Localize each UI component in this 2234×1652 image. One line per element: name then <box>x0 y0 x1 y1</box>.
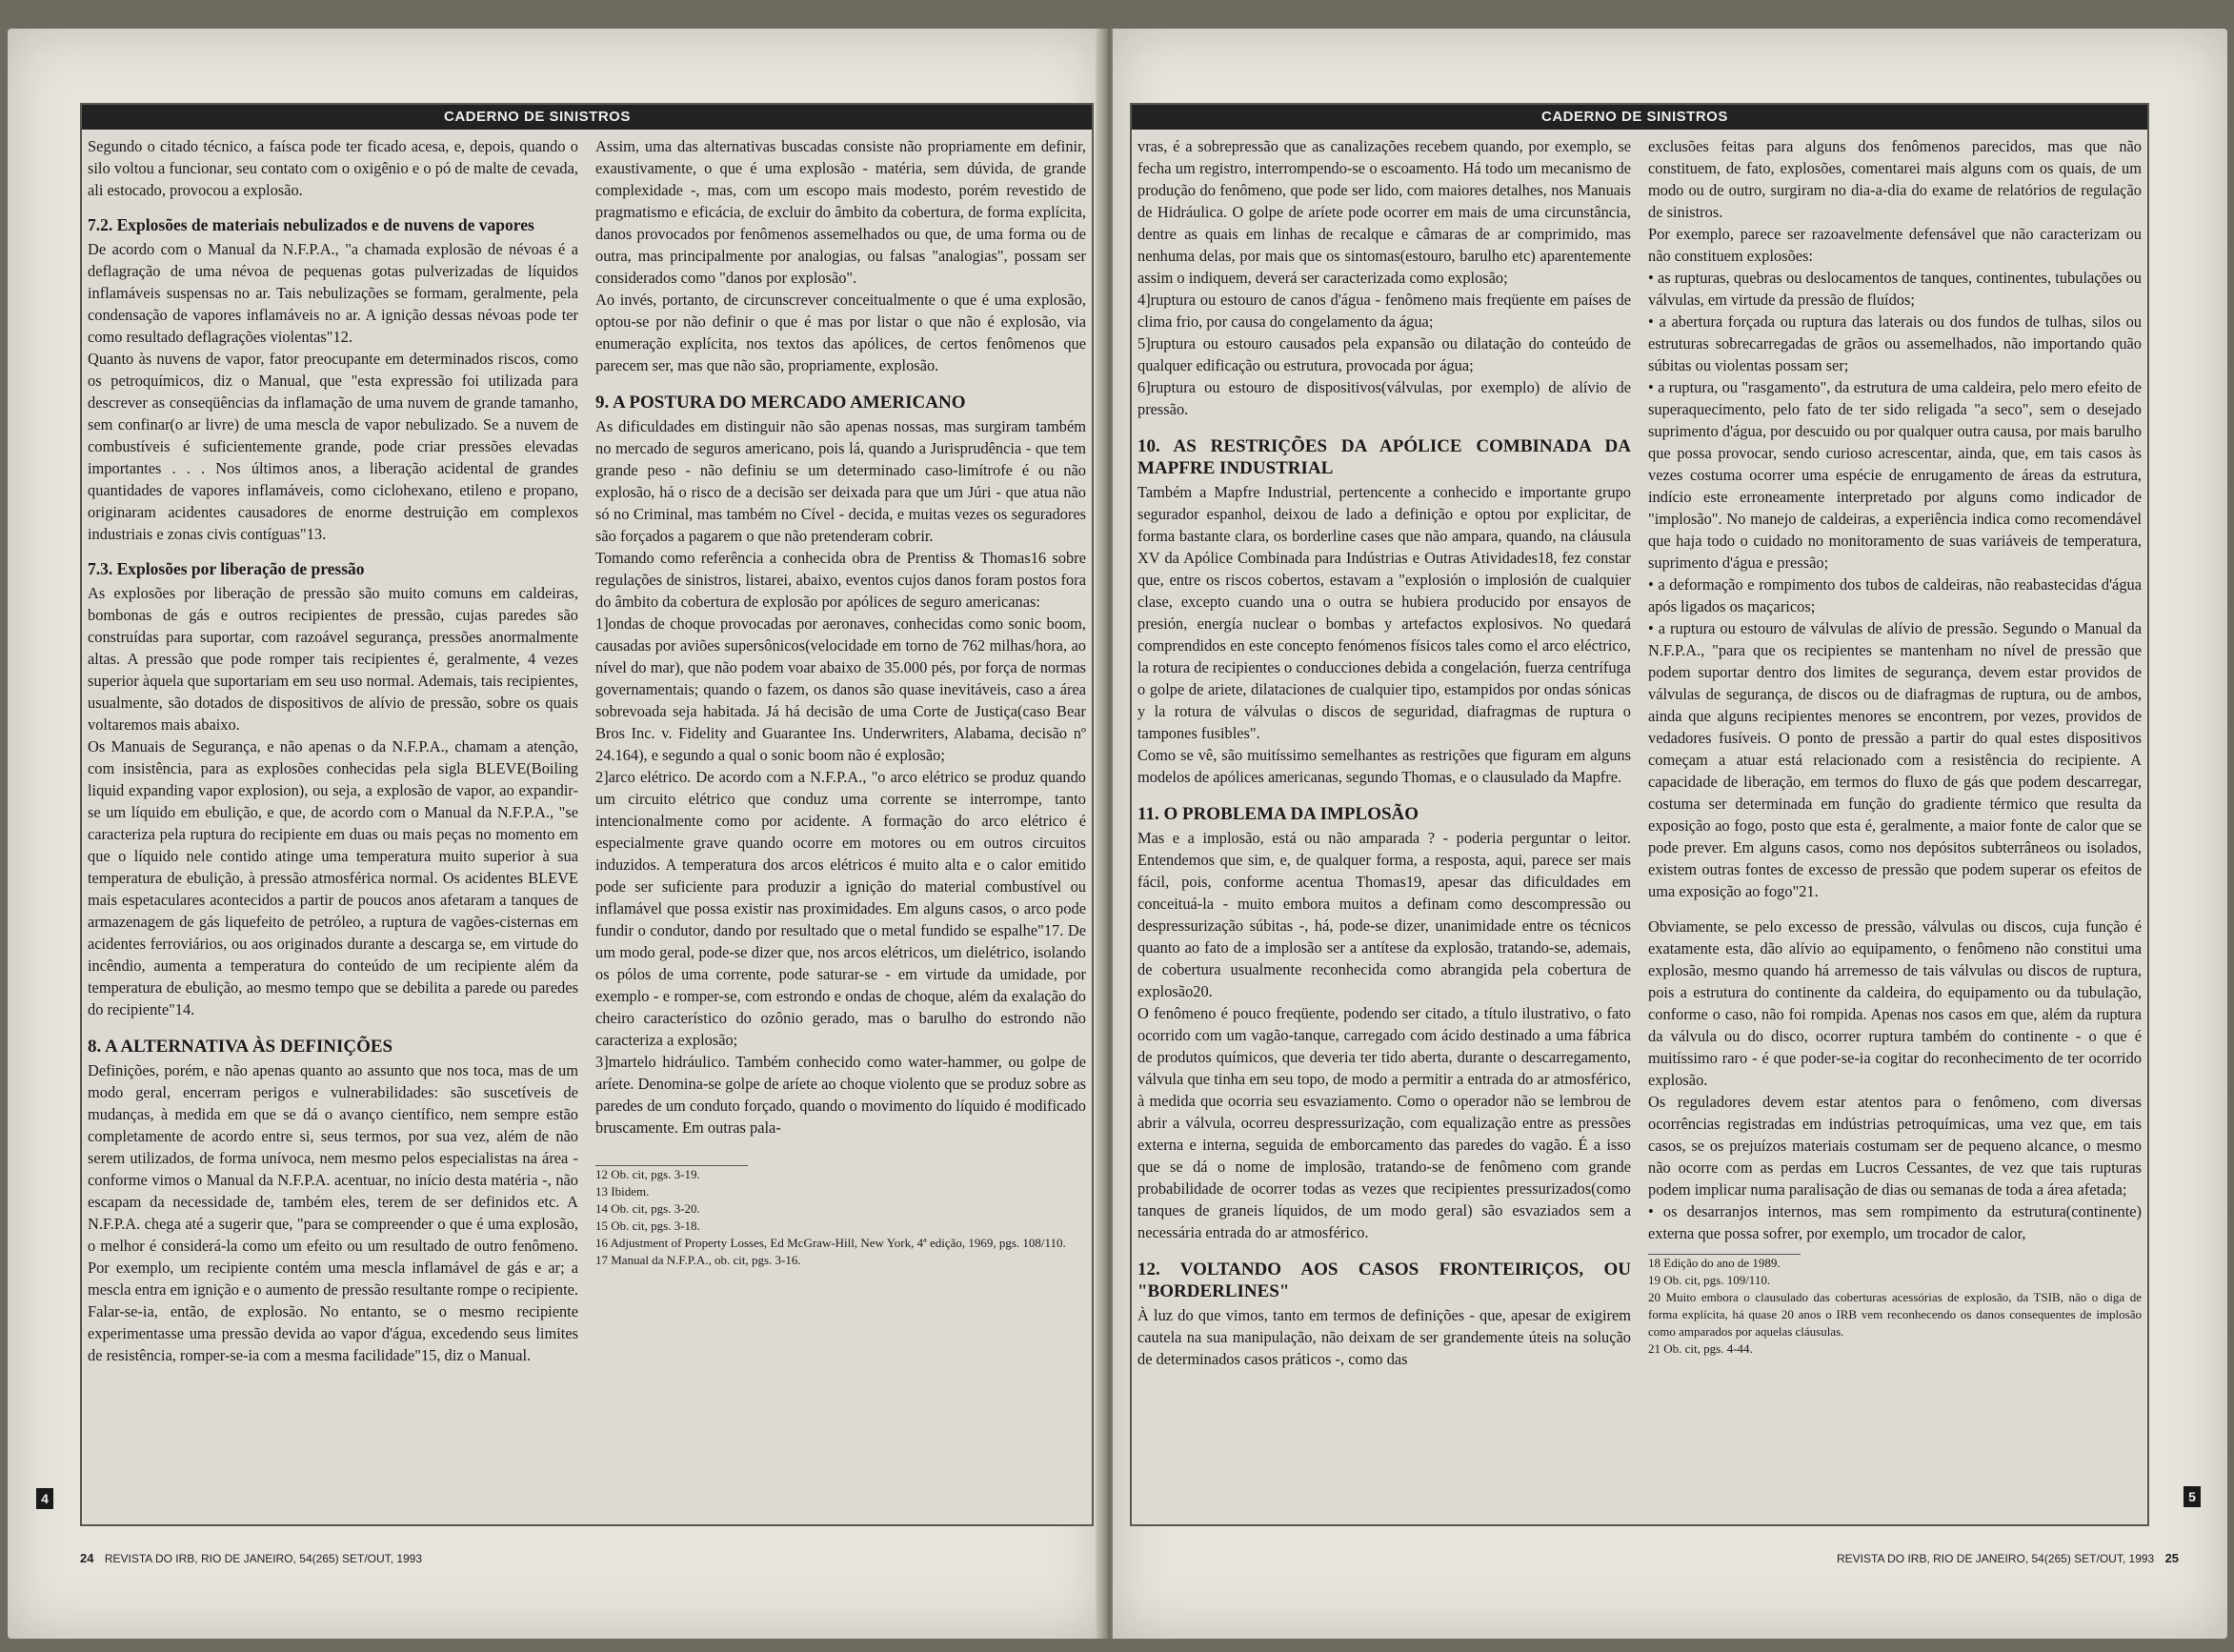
footnote: 14 Ob. cit, pgs. 3-20. <box>595 1201 700 1216</box>
list-item: • as rupturas, quebras ou deslocamentos de tanques, continentes, tubulações ou válvulas, em virtude da pressão de fluídos; <box>1648 269 2142 309</box>
section-header <box>1132 105 2147 130</box>
page-tab-number: 4 <box>36 1488 53 1509</box>
paragraph: Quanto às nuvens de vapor, fator preocupante em determinados riscos, como os petroquímicos, diz o Manual, que "esta expressão foi utilizada para descrever as conseqüências da inflamação de uma nuvem de grande tamanho, sem confinar(o ar livre) de uma mescla de vapor nebulizado. Se a nuvem de combustíveis é suficientemente grande, pode criar pressões elevadas importantes . . . Nos últimos anos, a liberação acidental de grandes quantidades de vapores inflamáveis, como ciclohexano, etileno e propano, originaram acidentes causadores de enorme destruição em complexos industriais e zonas civis contíguas"13. <box>88 350 578 543</box>
right-content-frame <box>1130 103 2149 1526</box>
paragraph: exclusões feitas para alguns dos fenômenos parecidos, mas que não constituem, de fato, explosões, comentarei mais alguns com os quais, de um modo ou de outro, surgiram no dia-a-dia do exame de relatórios de regulação de sinistros. <box>1648 137 2142 221</box>
section-heading: 12. VOLTANDO AOS CASOS FRONTEIRIÇOS, OU "BORDERLINES" <box>1137 1259 1631 1301</box>
list-item: • a ruptura, ou "rasgamento", da estrutura de uma caldeira, pelo mero efeito de superaquecimento, pelo fato de ter sido religada "a seco", sem o desejado suprimento d'água, por descuido ou por qualquer outra causa, por mais barulho que possa provocar, sendo curioso acrescentar, ainda, que, em tais casos às vezes costuma ocorrer uma espécie de enrugamento de áreas da estrutura, indício este erroneamente interpretado por alguns como indicador de "implosão". No manejo de caldeiras, a experiência indica como recomendável que haja todo o cuidado no monitoramento de suas variáveis de temperatura, suprimento d'água e pressão; <box>1648 378 2142 572</box>
left-content-frame <box>80 103 1094 1526</box>
right-column-1 <box>1137 135 1631 1517</box>
page-footer <box>80 1551 422 1565</box>
list-item: 1]ondas de choque provocadas por aeronaves, conhecidas como sonic boom, causadas por aviões supersônicos(velocidade em torno de 762 milhas/hora, ao nível do mar), que não podem voar abaixo de 35.000 pés, por força de normas governamentais; quando o fazem, os danos são quase inevitáveis, caso a área sobrevoada seja habitada. Já há decisão de uma Corte de Justiça(caso Bear Bros Inc. v. Fidelity and Guarantee Ins. Underwriters, Alabama, decisão nº 24.164), e segundo a qual o sonic boom não é explosão; <box>595 614 1086 764</box>
list-item: • a deformação e rompimento dos tubos de caldeiras, não reabastecidas d'água após ligados os maçaricos; <box>1648 575 2142 615</box>
paragraph: Como se vê, são muitíssimo semelhantes as restrições que figuram em alguns modelos de apólices americanas, segundo Thomas, e o clausulado da Mapfre. <box>1137 746 1631 786</box>
paragraph: À luz do que vimos, tanto em termos de definições - que, apesar de exigirem cautela na sua manipulação, não deixam de ser grandemente úteis na solução de determinados casos práticos -, como das <box>1137 1306 1631 1368</box>
paragraph: As explosões por liberação de pressão são muito comuns em caldeiras, bombonas de gás e outros recipientes de pressão, cujas paredes são construídas para suportar, com razoável segurança, pressões anormalmente altas. A pressão que pode romper tais recipientes é, geralmente, 4 vezes superior àquela que suportariam em seu uso normal. Ademais, tais recipientes, usualmente, são dotados de dispositivos de alívio de pressão, sobre os quais voltaremos mais abaixo. <box>88 584 578 734</box>
paragraph: Tomando como referência a conhecida obra de Prentiss & Thomas16 sobre regulações de sinistros, listarei, abaixo, eventos cujos danos foram postos fora do âmbito da cobertura de explosão por apólices de seguro americanas: <box>595 549 1086 611</box>
paragraph: Mas e a implosão, está ou não amparada ? - poderia perguntar o leitor. Entendemos que sim, e, de qualquer forma, a resposta, aqui, parece ser mais fácil, pois, conforme acentua Thomas19, apesar das dificuldades em conceituá-la - muito embora muitos a definam como descompressão ou despressurização súbitas -, há, pode-se dizer, unanimidade entre os técnicos quanto ao fato de a implosão ser a antítese da explosão, tratando-se, ademais, de cobertura usualmente reconhecida como abrangida pela cobertura de explosão20. <box>1137 829 1631 1000</box>
paragraph: vras, é a sobrepressão que as canalizações recebem quando, por exemplo, se fecha um registro, interrompendo-se o escoamento. Há todo um mecanismo de produção do fenômeno, que pode ser lido, com maiores detalhes, nos Manuais de Hidráulica. O golpe de aríete pode ocorrer em mais de uma circunstância, dentre as quais em linhas de recalque e câmaras de ar comprimido, mas nenhuma delas, por mais que os sintomas(estouro, barulho etc) aparentemente assim o indiquem, deverá ser caracterizada como explosão; <box>1137 137 1631 287</box>
list-item: • os desarranjos internos, mas sem rompimento da estrutura(continente) externa que possa sofrer, por exemplo, um trocador de calor, <box>1648 1202 2142 1242</box>
page-tab-number: 5 <box>2184 1486 2201 1507</box>
page-number: 25 <box>2164 1551 2180 1565</box>
section-header-label: CADERNO DE SINISTROS <box>1541 109 1728 125</box>
section-heading: 7.3. Explosões por liberação de pressão <box>88 559 365 578</box>
paragraph: O fenômeno é pouco freqüente, podendo ser citado, a título ilustrativo, o fato ocorrido com um vagão-tanque, carregado com ácido destinado a uma fábrica de produtos químicos, que deveria ter tido aberta, durante o descarregamento, válvula que tinha em seu topo, de modo a permitir a entrada do ar atmosférico, à medida que ocorria seu esvaziamento. Como o operador não se lembrou de abrir a válvula, ocorreu despressurização, com equalização entre as pressões externa e interna, seguida de emborcamento das paredes do vagão. É a isso que se dá o nome de implosão, tratando-se de fenômeno com grande probabilidade de ocorrer todas as vezes que recipientes pressurizados(como tanques de graneis líquidos, de um modo geral) são esvaziados sem a necessária entrada do ar atmosférico. <box>1137 1004 1631 1241</box>
section-heading: 8. A ALTERNATIVA ÀS DEFINIÇÕES <box>88 1037 393 1057</box>
footnote: 21 Ob. cit, pgs. 4-44. <box>1648 1341 1753 1356</box>
paragraph: Também a Mapfre Industrial, pertencente a conhecido e importante grupo segurador espanhol, deixou de lado a definição e optou por explicitar, de forma bastante clara, os borderline cases que não ampara, quando, na cláusula XV da Apólice Combinada para Indústrias e Outras Atividades18, fez constar que, entre os riscos cobertos, estavam a "explosión o implosión de cualquier clase, excepto cuando una o outra se hubiera producido por ensayos de presión, energía nuclear o bombas y artefactos explosivos. No quedará comprendidos en este concepto fenómenos físicos tales como el arco eléctrico, la rotura de recipientes o conducciones debida a congelación, fuerza centrífuga o golpe de ariete, dilataciones de cualquier tipo, estampidos por ondas sónicas y la rotura de válvulas o discos de seguridad, diafragmas de ruptura o tampones fusibles". <box>1137 483 1631 742</box>
page-footer <box>1837 1551 2179 1565</box>
paragraph: As dificuldades em distinguir não são apenas nossas, mas surgiram também no mercado de seguros americano, pois lá, quando a Jurisprudência - que tem grande peso - não definiu se um determinado caso-limítrofe é ou não explosão, há o risco de a decisão ser deixada para que um Júri - que atua não só no Criminal, mas também no Cível - decida, e muitas vezes os seguradores são forçados a pagarem o que não pretenderam cobrir. <box>595 417 1086 545</box>
left-column-2 <box>595 135 1086 1517</box>
paragraph: Assim, uma das alternativas buscadas consiste não propriamente em definir, exaustivamente, o que é uma explosão - matéria, sem dúvida, de grande complexidade -, mas, com um escopo mais modesto, porém revestido de pragmatismo e eficácia, de excluir do âmbito da cobertura, de forma explícita, danos provocados por fenômenos assemelhados ou que, de uma forma ou de outra, mas principalmente por analogias, ou falsas "analogias", possam ser considerados como "danos por explosão". <box>595 137 1086 287</box>
left-column-1 <box>88 135 578 1517</box>
footnote: 20 Muito embora o clausulado das coberturas acessórias de explosão, da TSIB, não o diga de forma explícita, há quase 20 anos o IRB vem reconhecendo os danos consequentes de implosão como amparados por aquelas cláusulas. <box>1648 1290 2142 1339</box>
footer-text: REVISTA DO IRB, RIO DE JANEIRO, 54(265) SET/OUT, 1993 <box>1837 1552 2155 1565</box>
list-item: 6]ruptura ou estouro de dispositivos(válvulas, por exemplo) de alívio de pressão. <box>1137 378 1631 418</box>
footnote: 13 Ibidem. <box>595 1184 650 1199</box>
footnote: 15 Ob. cit, pgs. 3-18. <box>595 1219 700 1233</box>
section-heading: 11. O PROBLEMA DA IMPLOSÃO <box>1137 804 1419 824</box>
paragraph: Ao invés, portanto, de circunscrever conceitualmente o que é uma explosão, optou-se por não definir o que é mas por listar o que não é explosão, via enumeração explícita, nos textos das apólices, de certos fenômenos que parecem ser, mas que não são, propriamente, explosão. <box>595 291 1086 374</box>
right-column-2 <box>1648 135 2142 1517</box>
paragraph: Os reguladores devem estar atentos para o fenômeno, com diversas ocorrências registradas em indústrias petroquímicas, uma vez que, em tais casos, se os prejuízos materiais costumam ser de pequeno alcance, o mesmo não ocorre com as perdas em Lucros Cessantes, de vez que tais rupturas podem implicar numa paralisação de dias ou semanas de toda a área afetada; <box>1648 1093 2142 1199</box>
list-item: • a ruptura ou estouro de válvulas de alívio de pressão. Segundo o Manual da N.F.P.A., "para que os recipientes se mantenham no nível de pressão que podem suportar dentro dos limites de segurança, devem estar providos de válvulas de segurança, de discos ou de diafragmas de ruptura, ou de ambos, ainda que alguns recipientes menores se encontrem, por vezes, providos de vedadores fusíveis. O ponto de pressão a partir do qual estes dispositivos começam a atuar está relacionado com a resistência do recipiente. A capacidade de liberação, em termos do fluxo de gás que podem descarregar, costuma ser determinada em função do gradiente térmico que resulta da exposição ao fogo, posto que esta é, geralmente, a maior fonte de calor que se pode prever. Em alguns casos, como nos depósitos subterrâneos ou isolados, existem outras fontes de excesso de pressão que podem superar os efeitos de uma exposição ao fogo"21. <box>1648 619 2142 900</box>
left-page <box>8 29 1105 1639</box>
footnote: 19 Ob. cit, pgs. 109/110. <box>1648 1273 1771 1287</box>
list-item: 4]ruptura ou estouro de canos d'água - fenômeno mais freqüente em países de clima frio, por causa do congelamento da água; <box>1137 291 1631 331</box>
footnote: 18 Edição do ano de 1989. <box>1648 1256 1781 1270</box>
list-item: • a abertura forçada ou ruptura das laterais ou dos fundos de tulhas, silos ou estruturas sobrecarregadas de grãos ou assemelhados, não importando quão súbitas ou violentas possam ser; <box>1648 312 2142 374</box>
footnote: 12 Ob. cit, pgs. 3-19. <box>595 1167 700 1181</box>
section-heading: 10. AS RESTRIÇÕES DA APÓLICE COMBINADA DA MAPFRE INDUSTRIAL <box>1137 436 1631 478</box>
right-page <box>1113 29 2227 1639</box>
footnote: 17 Manual da N.F.P.A., ob. cit, pgs. 3-16. <box>595 1253 801 1267</box>
paragraph: Segundo o citado técnico, a faísca pode ter ficado acesa, e, depois, quando o silo voltou a funcionar, seu contato com o oxigênio e o pó de malte de cevada, ali estocado, provocou a explosão. <box>88 137 578 199</box>
paragraph: De acordo com o Manual da N.F.P.A., "a chamada explosão de névoas é a deflagração de uma névoa de pequenas gotas pulverizadas de líquidos inflamáveis suspensas no ar. Tais nebulizações se formam, geralmente, pela condensação de vapores inflamáveis no ar. A ignição dessas névoas pode ter como resultado deflagrações violentas"12. <box>88 240 578 346</box>
section-heading: 9. A POSTURA DO MERCADO AMERICANO <box>595 393 966 413</box>
paragraph: Obviamente, se pelo excesso de pressão, válvulas ou discos, cuja função é exatamente esta, dão alívio ao equipamento, o fenômeno não constitui uma explosão, mesmo quando há arremesso de tais válvulas ou discos de ruptura, pois a estrutura do continente da caldeira, do equipamento ou da tubulação, conforme o caso, não foi rompida. Apenas nos casos em que, além da ruptura da válvula ou do disco, ocorrer ruptura também do continente - o que é muitíssimo raro - é que poder-se-ia cogitar do reconhecimento de ter ocorrido explosão. <box>1648 917 2142 1089</box>
page-number: 24 <box>80 1551 94 1565</box>
paragraph: Os Manuais de Segurança, e não apenas o da N.F.P.A., chamam a atenção, com insistência, para as explosões conhecidas pela sigla BLEVE(Boiling liquid expanding vapor explosion), ou seja, a explosão de vapor, ao expandir-se um líquido em ebulição, e que, de acordo com o Manual da N.F.P.A., "se caracteriza pela ruptura do recipiente em duas ou mais peças no momento em que o líquido nele contido atinge uma temperatura muito superior à sua temperatura de ebulição, à pressão atmosférica normal. Os acidentes BLEVE mais espetaculares acontecidos a partir de poucos anos afetaram a tanques de armazenagem de gás liquefeito de petróleo, a ruptura de vagões-cisternas em acidentes ferroviários, ou aos originados durante a descarga se, em virtude do incêndio, aumenta a temperatura do conteúdo de um recipiente além da temperatura de ebulição, ao mesmo tempo que se debilita a parede ou paredes do recipiente"14. <box>88 737 578 1018</box>
section-heading: 7.2. Explosões de materiais nebulizados e de nuvens de vapores <box>88 215 534 234</box>
section-header-label: CADERNO DE SINISTROS <box>444 109 631 125</box>
footnote: 16 Adjustment of Property Losses, Ed McGraw-Hill, New York, 4ª edição, 1969, pgs. 108/110. <box>595 1236 1066 1250</box>
footer-text: REVISTA DO IRB, RIO DE JANEIRO, 54(265) SET/OUT, 1993 <box>104 1552 423 1565</box>
list-item: 3]martelo hidráulico. Também conhecido como water-hammer, ou golpe de aríete. Denomina-se golpe de aríete ao choque violento que se produz sobre as paredes de um conduto forçado, quando o movimento do líquido é modificado bruscamente. Em outras pala- <box>595 1053 1086 1137</box>
section-header <box>82 105 1092 130</box>
list-item: 5]ruptura ou estouro causados pela expansão ou dilatação do conteúdo de qualquer edificação ou estrutura, provocada por água; <box>1137 334 1631 374</box>
paragraph: Definições, porém, e não apenas quanto ao assunto que nos toca, mas de um modo geral, encerram perigos e vulnerabilidades: são suscetíveis de mudanças, à medida em que se dá o avanço científico, nem sempre estão completamente de acordo entre si, seus termos, por sua vez, além de não serem utilizados, de forma unívoca, nem mesmo pelos especialistas na área - conforme vimos o Manual da N.F.P.A. acentuar, no início desta matéria -, não escapam da necessidade de, também eles, terem de ser definidos etc. A N.F.P.A. chega até a sugerir que, "para se compreender o que é uma explosão, o melhor é considerá-la como um efeito ou um resultado de outro fenômeno. Por exemplo, um recipiente contém uma mescla inflamável de gás e ar; a mescla entra em ignição e o aumento de pressão resultante rompe o recipiente. Falar-se-ia, então, de explosão. No entanto, se o mesmo recipiente experimentasse uma pressão devida ao vapor d'água, excedendo seus limites de resistência, romper-se-ia com a mesma facilidade"15, diz o Manual. <box>88 1061 578 1364</box>
list-item: 2]arco elétrico. De acordo com a N.F.P.A., "o arco elétrico se produz quando um circuito elétrico que conduz uma corrente se interrompe, tanto intencionalmente como por acidente. A formação do arco elétrico é especialmente grave quando ocorre em motores ou em outros circuitos induzidos. A temperatura dos arcos elétricos é muito alta e o calor emitido pode ser suficiente para produzir a ignição do material combustível ou inflamável que possa existir nas proximidades. Em alguns casos, o arco pode fundir o condutor, dando por resultado que o metal fundido se espalhe"17. De um modo geral, pode-se dizer que, nos arcos elétricos, um dielétrico, isolando os pólos de uma corrente, pode saturar-se - em virtude da umidade, por exemplo - e romper-se, com estrondo e ondas de choque, além da exalação do cheiro característico do ozônio gerado, mas o barulho do estrondo não caracteriza a explosão; <box>595 768 1086 1049</box>
paragraph: Por exemplo, parece ser razoavelmente defensável que não caracterizam ou não constituem explosões: <box>1648 225 2142 265</box>
